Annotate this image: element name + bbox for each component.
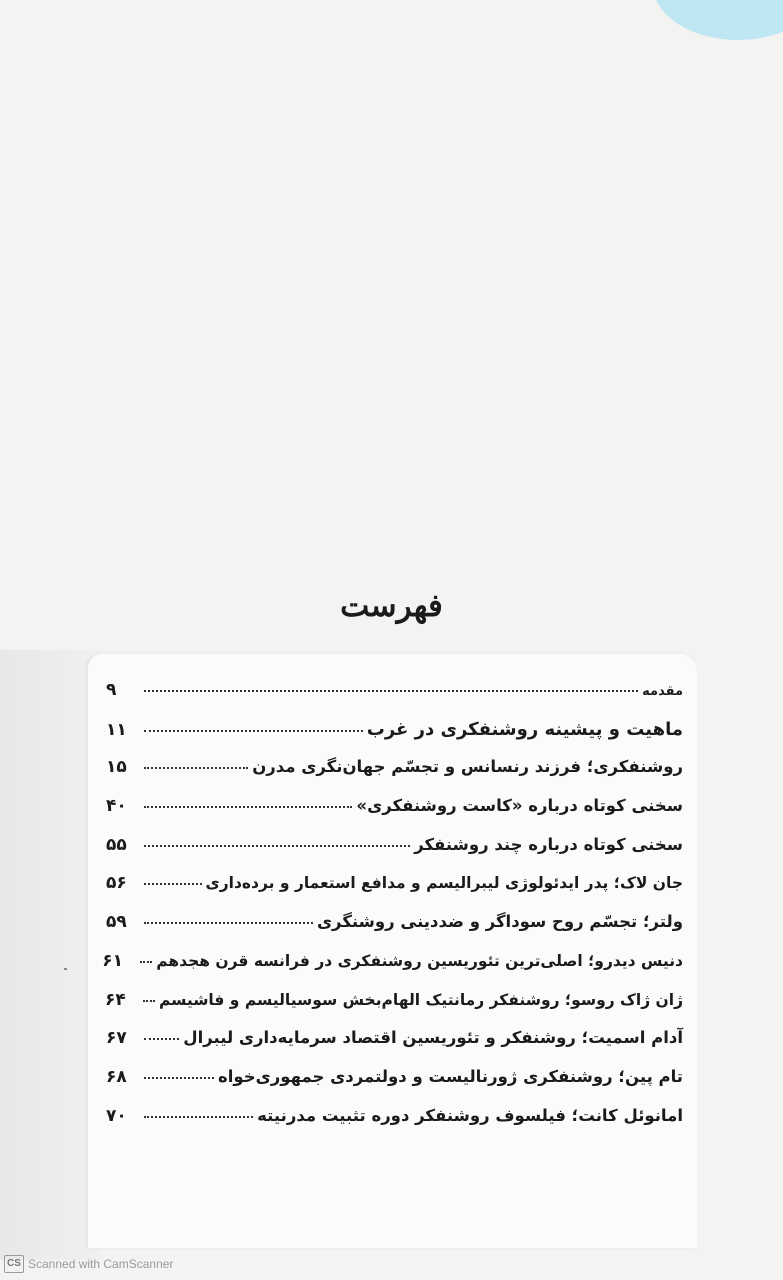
toc-entry (106, 796, 683, 835)
toc-leader-dots (144, 1038, 179, 1040)
toc-entry (106, 1028, 683, 1067)
toc-card (88, 654, 697, 1248)
toc-entry-page: ۱۵ (106, 757, 127, 778)
toc-entry-page: ۵۵ (106, 834, 127, 855)
toc-entry (106, 990, 683, 1029)
toc-entry-page: ۶۱ (102, 950, 123, 971)
toc-entry-title: تام پین؛ روشنفکری ژورنالیست و دولتمردی جمهوری‌خواه (217, 1066, 683, 1086)
toc-entry-title: سخنی کوتاه درباره چند روشنفکر (414, 834, 683, 854)
toc-leader-dots (143, 1000, 155, 1002)
toc-entry-title: امانوئل کانت؛ فیلسوف روشنفکر دوره تثبیت مدرنیته (257, 1105, 683, 1125)
toc-entry-title: ژان ژاک روسو؛ روشنفکر رمانتیک الهام‌بخش سوسیالیسم و فاشیسم (158, 990, 683, 1009)
camscanner-logo-icon: CS (4, 1255, 24, 1273)
toc-entry (106, 835, 683, 874)
toc-entry-title: ولتر؛ تجسّم روح سوداگر و ضددینی روشنگری (316, 912, 683, 932)
page-edge-shadow (0, 650, 100, 1260)
toc-entry (106, 719, 683, 758)
toc-entry (106, 873, 683, 912)
toc-entry-page: ۵۹ (106, 912, 127, 933)
toc-entry-title: ماهیت و پیشینه روشنفکری در غرب (366, 718, 683, 740)
toc-leader-dots (144, 806, 352, 808)
toc-leader-dots (140, 961, 152, 963)
toc-entry (106, 912, 683, 951)
toc-leader-dots (144, 883, 202, 885)
toc-entry (102, 950, 683, 990)
toc-leader-dots (144, 1116, 253, 1118)
toc-entry-title: دنیس دیدرو؛ اصلی‌ترین تئوریسین روشنفکری در فرانسه قرن هجدهم (156, 951, 683, 970)
toc-entry-title: آدام اسمیت؛ روشنفکر و تئوریسین اقتصاد سرمایه‌داری لیبرال (183, 1028, 683, 1048)
toc-entry-page: ۹ (106, 680, 117, 700)
toc-entry-page: ۱۱ (106, 719, 127, 740)
toc-entry-page: ۴۰ (106, 796, 127, 817)
toc-entry-title: سخنی کوتاه درباره «کاست روشنفکری» (356, 796, 683, 816)
toc-entry-page: ۶۴ (104, 989, 126, 1010)
toc-entry-page: ۵۶ (106, 873, 127, 894)
toc-leader-dots (144, 922, 313, 924)
toc-entry (106, 1067, 683, 1106)
toc-entry-title: مقدمه (642, 684, 683, 699)
toc-entry-title: جان لاک؛ پدر ایدئولوژی لیبرالیسم و مدافع استعمار و برده‌داری (205, 874, 683, 893)
toc-leader-dots (144, 1077, 214, 1079)
toc-entry (106, 680, 683, 719)
toc-leader-dots (144, 730, 363, 732)
corner-tint (653, 0, 783, 40)
watermark-text: Scanned with CamScanner (28, 1257, 174, 1271)
toc-entry-title: روشنفکری؛ فرزند رنسانس و تجسّم جهان‌نگری مدرن (252, 757, 683, 777)
toc-entry-page: ۶۸ (106, 1066, 127, 1087)
toc-entry (106, 1106, 683, 1145)
toc-entry-page: ۶۷ (106, 1028, 127, 1049)
toc-leader-dots (144, 767, 248, 769)
page-title: فهرست (340, 588, 443, 624)
toc-entry-page: ۷۰ (106, 1105, 127, 1126)
toc-leader-dots (144, 690, 638, 692)
dust-speck (64, 968, 67, 970)
scanner-watermark (4, 1255, 173, 1273)
toc-leader-dots (144, 845, 410, 847)
toc-entry (106, 757, 683, 796)
toc-list (88, 654, 697, 1144)
